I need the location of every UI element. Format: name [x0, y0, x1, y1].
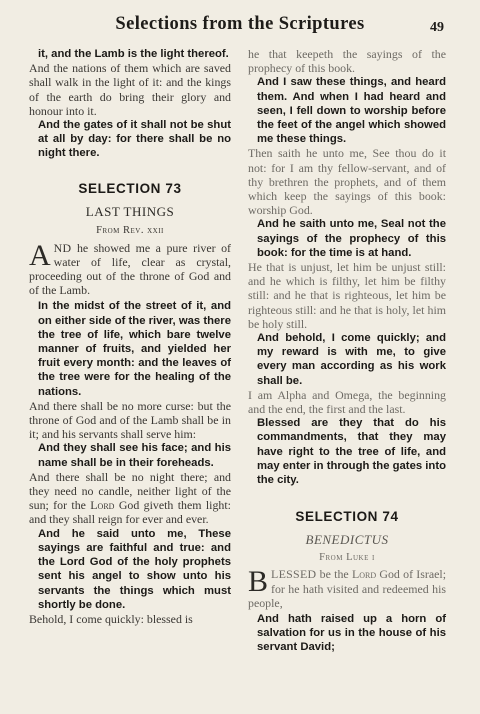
response-paragraph — [29, 470, 231, 527]
verse-paragraph: In the midst of the street of it, and on either side of the river, was there the tree of life, which bare twelve manner of fruits, and yielded her fruit every month: and the leaves of the tree were for the healing of the nations. — [38, 300, 231, 398]
selection-source: From Luke i — [319, 552, 375, 564]
left-column — [29, 47, 231, 626]
lord-small-caps: Lord — [90, 498, 115, 513]
paragraph-text: God giveth them light: and they shall reign for ever and ever. — [29, 498, 231, 527]
paragraph-text: God of Israel; for he hath visited and redeemed his people, — [248, 567, 447, 610]
paragraph-text: he showed me a pure river of water of life, clear as crystal, proceeding out of the throne of God and of the Lamb. — [29, 240, 231, 298]
verse-paragraph: And they shall see his face; and his name shall be in their foreheads. — [38, 442, 231, 469]
verse-paragraph: it, and the Lamb is the light thereof. — [38, 48, 229, 60]
small-caps-lead: LESSED — [271, 567, 317, 582]
verse-paragraph: And behold, I come quickly; and my reward is with me, to give every man according as his work shall be. — [257, 332, 446, 387]
verse-paragraph: And he said unto me, These sayings are faithful and true: and the Lord God of the holy prophets sent his angel to show unto his servants the things which must shortly be done. — [38, 527, 231, 611]
selection-source: From Rev. xxii — [96, 224, 164, 236]
small-caps-lead: ND — [53, 240, 72, 255]
lord-small-caps: Lord — [351, 567, 377, 582]
page-number: 49 — [430, 20, 444, 35]
verse-paragraph: And hath raised up a horn of salvation for us in the house of his servant David; — [257, 612, 446, 654]
response-paragraph: And there shall be no more curse: but the throne of God and of the Lamb shall be in it; and his servants shall serve him: — [29, 398, 231, 442]
drop-cap: B — [248, 565, 269, 599]
opening-paragraph — [248, 567, 446, 610]
verse-paragraph: Blessed are they that do his commandments, that they may have right to the tree of life, and may enter in through the gates into the city. — [257, 417, 446, 487]
verse-paragraph: And I saw these things, and heard them. And when I had heard and seen, I fell down to worship before the feet of the angel which showed me these things. — [257, 76, 446, 146]
response-paragraph: Behold, I come quickly: blessed is — [29, 611, 193, 626]
verse-paragraph: And he saith unto me, Seal not the sayings of the prophecy of this book: for the time is at hand. — [257, 218, 446, 259]
opening-paragraph — [29, 238, 231, 298]
selection-heading: SELECTION 73 — [78, 180, 182, 196]
paragraph-text: And there shall be no night there; and they need no candle, neither light of the sun; for the — [29, 469, 231, 513]
response-paragraph: I am Alpha and Omega, the beginning and the end, the first and the last. — [248, 387, 446, 417]
verse-paragraph: And the gates of it shall not be shut at all by day: for there shall be no night there. — [38, 119, 231, 160]
selection-heading: SELECTION 74 — [295, 509, 399, 525]
paragraph-text: be the — [316, 567, 352, 582]
response-paragraph: he that keepeth the sayings of the prophecy of this book. — [248, 47, 446, 76]
response-paragraph: He that is unjust, let him be unjust still: and he which is filthy, let him be filthy still: and he that is righteous, let him be righteous still: and he that is holy, let him be holy still. — [248, 260, 446, 331]
right-column — [248, 47, 446, 655]
running-title: Selections from the Scriptures — [115, 14, 365, 34]
response-paragraph: And the nations of them which are saved shall walk in the light of it: and the kings of the earth do bring their glory and honour into it. — [29, 61, 231, 118]
drop-cap: A — [29, 238, 51, 272]
selection-title: LAST THINGS — [85, 203, 175, 219]
response-paragraph: Then saith he unto me, See thou do it not: for I am thy fellow-servant, and of thy brethren the prophets, and of them which keep the sayings of this book: worship God. — [248, 146, 446, 218]
selection-title: BENEDICTUS — [305, 532, 389, 548]
